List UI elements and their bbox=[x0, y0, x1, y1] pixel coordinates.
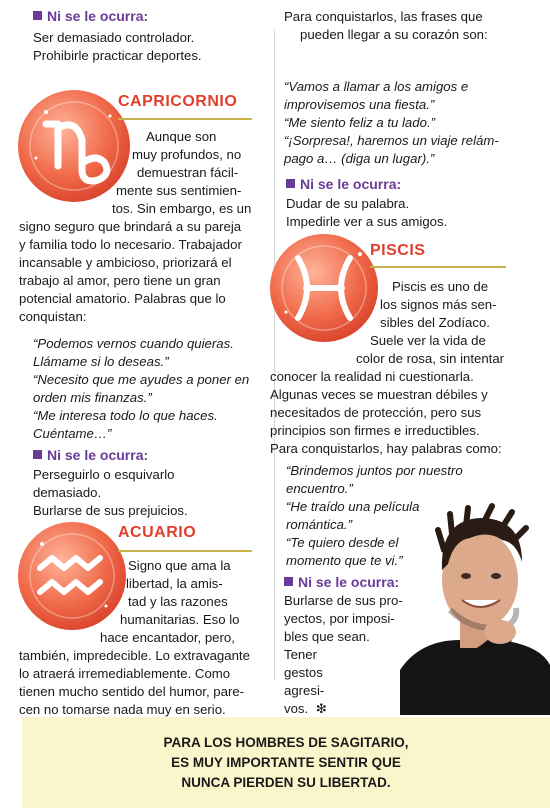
quote-line: romántica.” bbox=[286, 517, 352, 532]
quote-line: “Vamos a llamar a los amigos e bbox=[284, 79, 469, 94]
warning-line: bles que sean. bbox=[284, 629, 370, 644]
body-line: pueden llegar a su corazón son: bbox=[300, 27, 488, 42]
body-line: cen no tomarse nada muy en serio. bbox=[19, 702, 226, 717]
banner-line: ES MUY IMPORTANTE SENTIR QUE bbox=[171, 755, 401, 770]
quote-line: orden mis finanzas.” bbox=[33, 390, 152, 405]
flower-end-icon: ❇ bbox=[315, 701, 327, 716]
warning-line: Dudar de su palabra. bbox=[286, 196, 410, 211]
warning-heading: Ni se le ocurra: bbox=[286, 176, 401, 192]
warning-line: Tener bbox=[284, 647, 317, 662]
column-divider bbox=[274, 30, 275, 680]
title-rule bbox=[118, 118, 252, 120]
body-line: mente sus sentimien- bbox=[116, 183, 242, 198]
body-line: Aunque son bbox=[146, 129, 217, 144]
sign-title-capricornio: CAPRICORNIO bbox=[118, 93, 238, 110]
body-line: hace encantador, pero, bbox=[100, 630, 235, 645]
warning-line: Ser demasiado controlador. bbox=[33, 30, 195, 45]
quote-line: Cuéntame…” bbox=[33, 426, 112, 441]
warning-line: agresi- bbox=[284, 683, 325, 698]
body-line: principios son firmes e irreductibles. bbox=[270, 423, 480, 438]
man-photo bbox=[400, 490, 550, 715]
body-line: demuestran fácil- bbox=[137, 165, 239, 180]
quote-line: encuentro.” bbox=[286, 481, 353, 496]
square-bullet-icon bbox=[33, 11, 42, 20]
body-line: Signo que ama la bbox=[128, 558, 231, 573]
body-line: Para conquistarlos, las frases que bbox=[284, 9, 483, 24]
body-line: color de rosa, sin intentar bbox=[356, 351, 505, 366]
quote-line: “Te quiero desde el bbox=[286, 535, 399, 550]
body-line: potencial amatorio. Palabras que lo bbox=[19, 291, 226, 306]
warning-line: Burlarse de sus pro- bbox=[284, 593, 403, 608]
body-line: necesitados de protección, pero sus bbox=[270, 405, 482, 420]
quote-line: “Me interesa todo lo que haces. bbox=[33, 408, 218, 423]
body-line: también, impredecible. Lo extravagante bbox=[19, 648, 250, 663]
warning-line: yectos, por imposi- bbox=[284, 611, 395, 626]
aquarius-icon bbox=[16, 520, 128, 632]
warning-heading: Ni se le ocurra: bbox=[284, 574, 399, 590]
quote-line: momento que te vi.” bbox=[286, 553, 403, 568]
body-line: conquistan: bbox=[19, 309, 87, 324]
banner-line: NUNCA PIERDEN SU LIBERTAD. bbox=[181, 775, 391, 790]
title-rule bbox=[118, 550, 252, 552]
title-rule bbox=[370, 266, 506, 268]
quote-line: “Me siento feliz a tu lado.” bbox=[284, 115, 435, 130]
warning-line: demasiado. bbox=[33, 485, 102, 500]
quote-line: “He traído una película bbox=[286, 499, 420, 514]
warning-line: Perseguirlo o esquivarlo bbox=[33, 467, 175, 482]
body-line: tad y las razones bbox=[128, 594, 228, 609]
body-line: lo atraerá irremediablemente. Como bbox=[19, 666, 231, 681]
warning-line bbox=[284, 700, 327, 718]
sign-title-piscis: PISCIS bbox=[370, 242, 426, 259]
warning-line: Prohibirle practicar deportes. bbox=[33, 48, 202, 63]
quote-line: improvisemos una fiesta.” bbox=[284, 97, 435, 112]
warning-line: gestos bbox=[284, 665, 323, 680]
quote-line: “Brindemos juntos por nuestro bbox=[286, 463, 463, 478]
quote-line: “Necesito que me ayudes a poner en bbox=[33, 372, 250, 387]
sign-title-acuario: ACUARIO bbox=[118, 524, 197, 541]
square-bullet-icon bbox=[284, 577, 293, 586]
quote-line: “Podemos vernos cuando quieras. bbox=[33, 336, 234, 351]
square-bullet-icon bbox=[286, 179, 295, 188]
body-line: los signos más sen- bbox=[380, 297, 497, 312]
square-bullet-icon bbox=[33, 450, 42, 459]
body-line: signo seguro que brindará a su pareja bbox=[19, 219, 242, 234]
banner-line: PARA LOS HOMBRES DE SAGITARIO, bbox=[163, 735, 409, 750]
warning-line-end: vos. bbox=[284, 701, 309, 716]
warning-heading: Ni se le ocurra: bbox=[33, 8, 148, 24]
quote-line: “¡Sorpresa!, haremos un viaje relám- bbox=[284, 133, 499, 148]
body-line: humanitarias. Eso lo bbox=[120, 612, 240, 627]
body-line: conocer la realidad ni cuestionarla. bbox=[270, 369, 474, 384]
warning-line: Impedirle ver a sus amigos. bbox=[286, 214, 448, 229]
body-line: incansable y ambicioso, priorizará el bbox=[19, 255, 232, 270]
body-line: y familia todo lo necesario. Trabajador bbox=[19, 237, 242, 252]
body-line: tienen mucho sentido del humor, pare- bbox=[19, 684, 245, 699]
quote-line: pago a… (diga un lugar).” bbox=[284, 151, 435, 166]
body-line: sibles del Zodíaco. bbox=[380, 315, 490, 330]
highlight-banner bbox=[22, 717, 550, 808]
warning-heading: Ni se le ocurra: bbox=[33, 447, 148, 463]
warning-line: Burlarse de sus prejuicios. bbox=[33, 503, 188, 518]
capricorn-icon bbox=[16, 88, 132, 204]
pisces-icon bbox=[268, 232, 380, 344]
body-line: Suele ver la vida de bbox=[370, 333, 486, 348]
body-line: Piscis es uno de bbox=[392, 279, 489, 294]
body-line: tos. Sin embargo, es un bbox=[112, 201, 252, 216]
quote-line: Llámame si lo deseas.” bbox=[33, 354, 169, 369]
body-line: trabajo al amor, pero tiene un gran bbox=[19, 273, 221, 288]
body-line: Algunas veces se muestran débiles y bbox=[270, 387, 488, 402]
body-line: Para conquistarlos, hay palabras como: bbox=[270, 441, 502, 456]
body-line: libertad, la amis- bbox=[126, 576, 223, 591]
body-line: muy profundos, no bbox=[132, 147, 242, 162]
